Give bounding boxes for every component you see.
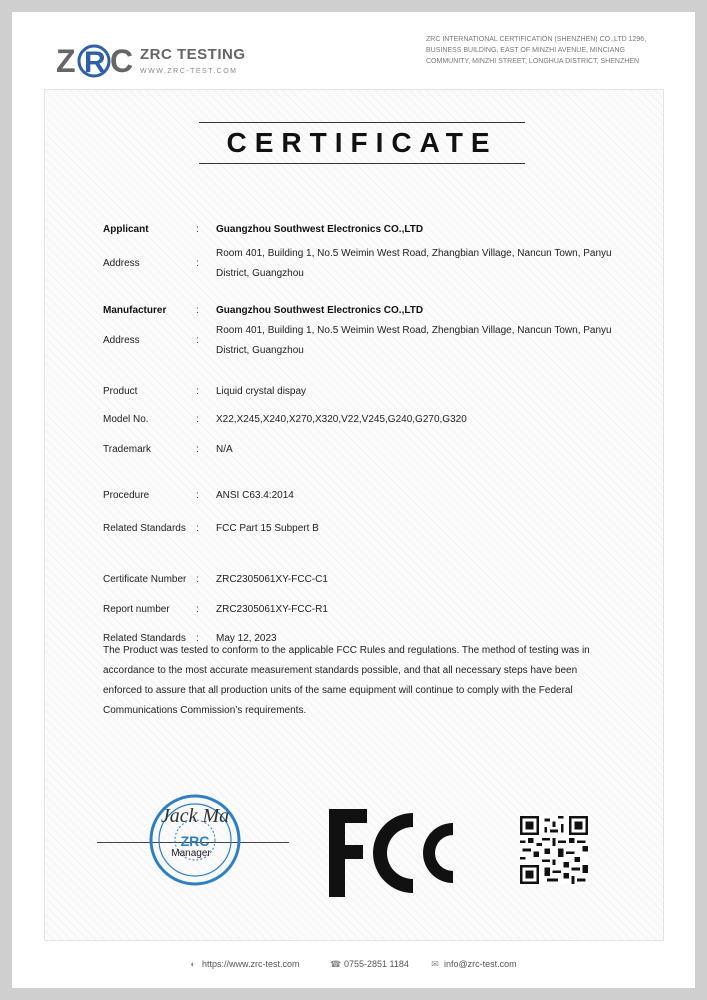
certificate-title: CERTIFICATE — [226, 127, 498, 158]
date-value: May 12, 2023 — [216, 633, 277, 644]
colon: : — [196, 305, 199, 316]
certificate-number-value: ZRC2305061XY-FCC-C1 — [216, 574, 328, 585]
organization-address: ZRC INTERNATIONAL CERTIFICATION (SHENZHEN) CO.,LTD 1296, BUSINESS BUILDING, EAST OF MINZHI AVENUE, MINCIANG COMMUNITY, MINZHI STREET, LONGHUA DISTRICT, SHENZHEN — [426, 36, 647, 65]
colon: : — [196, 633, 199, 644]
colon: : — [196, 414, 199, 425]
footer-website[interactable] — [188, 959, 300, 969]
email-text: info@zrc-test.com — [444, 959, 517, 969]
website-text: https://www.zrc-test.com — [202, 959, 300, 969]
colon: : — [196, 224, 199, 235]
signer-title: Manager — [171, 848, 211, 859]
manufacturer-address-label: Address — [103, 335, 140, 346]
logo-letter-z: Z — [56, 43, 76, 79]
colon: : — [196, 490, 199, 501]
manufacturer-label: Manufacturer — [103, 305, 167, 316]
colon: : — [196, 258, 199, 269]
product-label: Product — [103, 386, 138, 397]
logo-letter-c: C — [110, 43, 134, 79]
seal-mark: ZRC — [180, 833, 210, 849]
applicant-address-label: Address — [103, 258, 140, 269]
applicant-address-value: Room 401, Building 1, No.5 Weimin West Road, Zhangbian Village, Nancun Town, Panyu District, Guangzhou — [216, 248, 612, 279]
footer — [12, 959, 695, 975]
compliance-statement: The Product was tested to conform to the applicable FCC Rules and regulations. The method of testing was in accordance to the most accurate measurement standards possible, and that all necessary steps have been enforced to assure that all production units of the same equipment will continue to comply with the Federal Communications Commission’s requirements. — [103, 645, 590, 716]
model-value: X22,X245,X240,X270,X320,V22,V245,G240,G270,G320 — [216, 414, 467, 425]
manufacturer-address-value: Room 401, Building 1, No.5 Weimin West Road, Zhengbian Village, Nancun Town, Panyu District, Guangzhou — [216, 325, 612, 356]
colon: : — [196, 444, 199, 455]
trademark-label: Trademark — [103, 444, 151, 455]
trademark-value: N/A — [216, 444, 233, 455]
colon: : — [196, 386, 199, 397]
procedure-value: ANSI C63.4:2014 — [216, 490, 294, 501]
certificate-page — [12, 12, 695, 988]
standards-label: Related Standards — [103, 523, 186, 534]
colon: : — [196, 523, 199, 534]
certificate-body — [44, 89, 664, 941]
logo-letter-r: R — [84, 46, 106, 79]
applicant-label: Applicant — [103, 224, 149, 235]
phone-text: 0755-2851 1184 — [344, 959, 409, 969]
brand-name: ZRC TESTING — [140, 46, 246, 63]
colon: : — [196, 604, 199, 615]
manufacturer-value: Guangzhou Southwest Electronics CO.,LTD — [216, 305, 424, 316]
zrc-logo-mark — [56, 40, 136, 80]
qr-code — [520, 816, 588, 884]
company-seal — [145, 792, 245, 888]
globe-icon: ◐ — [190, 959, 196, 969]
mail-icon: ✉ — [431, 959, 439, 969]
fcc-logo — [327, 805, 457, 901]
report-number-label: Report number — [103, 604, 170, 615]
report-number-value: ZRC2305061XY-FCC-R1 — [216, 604, 328, 615]
footer-email[interactable] — [430, 959, 517, 970]
standards-value: FCC Part 15 Subpert B — [216, 523, 319, 534]
brand-url: WWW.ZRC-TEST.COM — [140, 68, 238, 75]
product-value: Liquid crystal dispay — [216, 386, 307, 397]
date-label: Related Standards — [103, 633, 186, 644]
model-label: Model No. — [103, 414, 149, 425]
certificate-number-label: Certificate Number — [103, 574, 187, 585]
colon: : — [196, 335, 199, 346]
title-rule — [199, 122, 525, 164]
applicant-value: Guangzhou Southwest Electronics CO.,LTD — [216, 224, 424, 235]
signature-handwriting: Jack Ma — [160, 805, 230, 827]
footer-phone[interactable] — [330, 959, 409, 970]
phone-icon: ☎ — [330, 959, 342, 969]
zrc-logo — [56, 40, 256, 86]
colon: : — [196, 574, 199, 585]
procedure-label: Procedure — [103, 490, 150, 501]
fcc-logo-text: FCC — [327, 805, 330, 806]
